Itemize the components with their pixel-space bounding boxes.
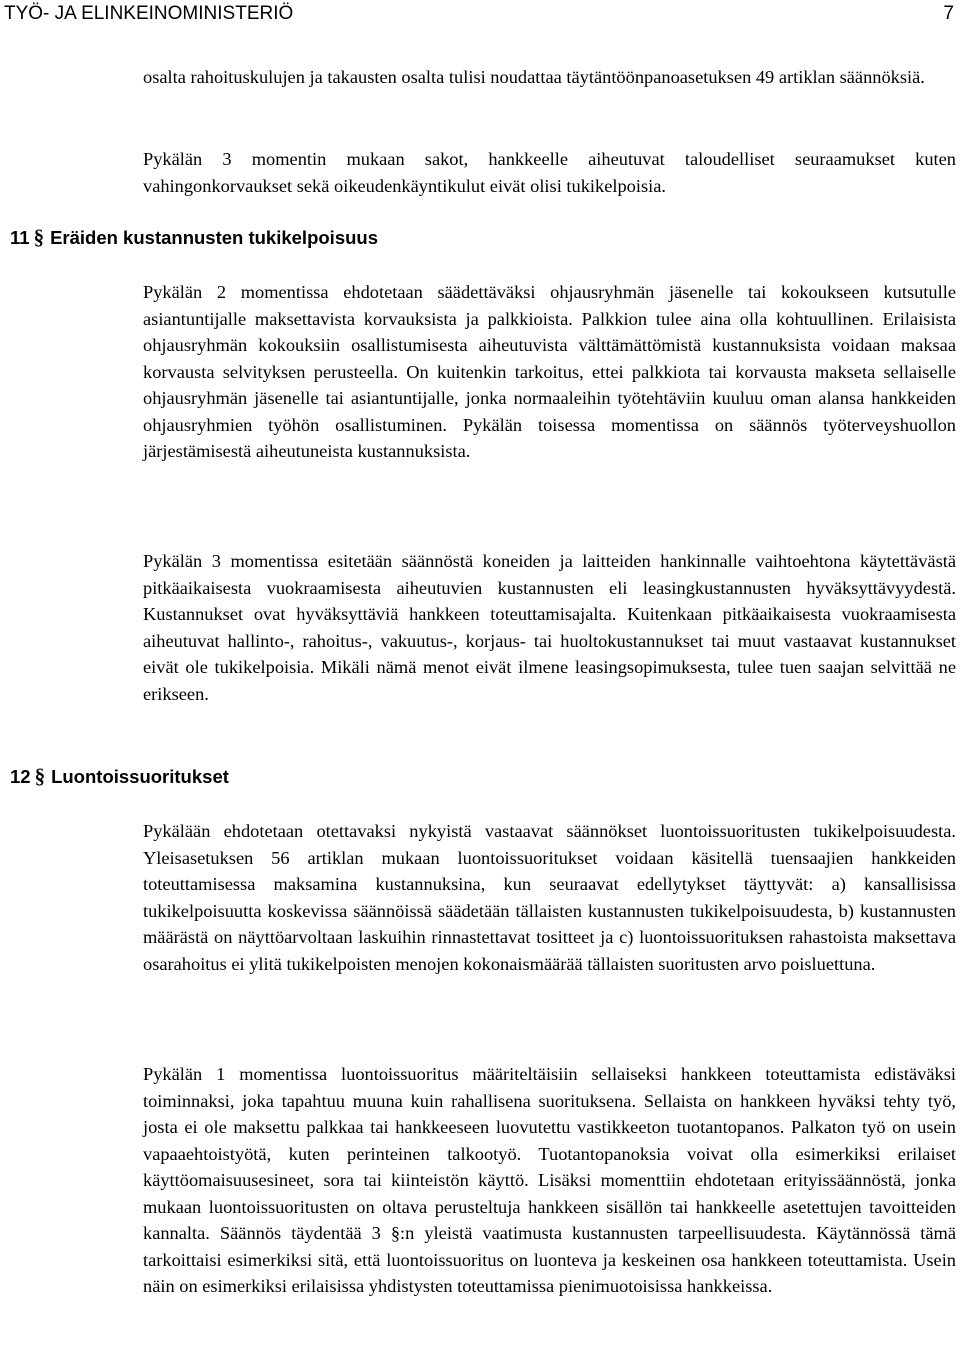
section-heading-12 [10,764,229,789]
paragraph-ohjausryhma: Pykälän 2 momentissa ehdotetaan säädettäväksi ohjausryhmän jäsenelle tai kokoukseen kutsutulle asiantuntijalle maksettavista korvauksista ja palkkioista. Palkkion tulee aina olla kohtuullinen. Erilaisista ohjausryhmän kokouksiin osallistumisesta aiheutuvista välttämättömistä kustannuksista voidaan maksaa korvausta selvityksen perusteella. On kuitenkin tarkoitus, ettei palkkiota tai korvausta makseta sellaiselle ohjausryhmän jäsenelle tai asiantuntijalle, jonka normaaleihin työtehtäviin kuuluu oman alansa hankkeiden ohjausryhmien työhön osallistuminen. Pykälän toisessa momentissa on säännös työterveyshuollon järjestämisestä aiheutuneista kustannuksista. [143,282,956,461]
paragraph-leasing: Pykälän 3 momentissa esitetään säännöstä koneiden ja laitteiden hankinnalle vaihtoehtona käytettävästä pitkäaikaisesta vuokraamisesta aiheutuvien kustannusten eli leasingkustannusten hyväksyttävyydestä. Kustannukset ovat hyväksyttäviä hankkeen toteuttamisajalta. Kuitenkaan pitkäaikaisesta vuokraamisesta aiheutuvat hallinto-, rahoitus-, vakuutus-, korjaus- tai huoltokustannukset tai muut vastaavat kustannukset eivät ole tukikelpoisia. Mikäli nämä menot eivät ilmene leasingsopimuksesta, tulee tuen saajan selvittää ne erikseen. [143,551,956,704]
section-symbol: § [34,764,46,788]
paragraph-luontoissuoritukset-tukikelpoisuus: Pykälään ehdotetaan otettavaksi nykyistä vastaavat säännökset luontoissuoritusten tukikelpoisuudesta. Yleisasetuksen 56 artiklan mukaan luontoissuoritukset voidaan käsitellä tuensaajien hankkeiden toteuttamisessa maksamina kustannuksina, kun seuraavat edellytykset täyttyvät: a) kansallisissa tukikelpoisuutta koskevissa säännöissä säädetään tällaisten kustannusten tukikelpoisuudesta, b) kustannusten määrästä on näyttöarvoltaan laskuihin rinnastettavat tositteet ja c) luontoissuorituksen rahastoista maksettava osarahoitus ei ylitä tukikelpoisten menojen kokonaismäärää tällaisten suoritusten arvo poisluettuna. [143,821,956,974]
section-symbol: § [33,225,45,249]
section-title: Luontoissuoritukset [51,766,229,787]
paragraph-sakot: Pykälän 3 momentin mukaan sakot, hankkeelle aiheutuvat taloudelliset seuraamukset kuten vahingonkorvaukset sekä oikeudenkäyntikulut eivät olisi tukikelpoisia. [143,149,956,196]
section-number: 12 [10,766,31,787]
page-header [4,0,954,32]
paragraph-rahoituskulut: osalta rahoituskulujen ja takausten osalta tulisi noudattaa täytäntöönpanoasetuksen 49 artiklan säännöksiä. [143,67,925,87]
section-title: Eräiden kustannusten tukikelpoisuus [50,227,378,248]
ministry-title: TYÖ- JA ELINKEINOMINISTERIÖ [4,3,294,24]
section-number: 11 [10,227,30,248]
page-number: 7 [943,3,954,24]
paragraph-luontoissuoritus-maaritelma: Pykälän 1 momentissa luontoissuoritus määriteltäisiin sellaiseksi hankkeen toteuttamista edistäväksi toiminnaksi, joka tapahtuu muuna kuin rahallisena suorituksena. Sellaista on hankkeen hyväksi tehty työ, josta ei ole maksettu palkkaa tai hankkeeseen luovutettu vastikkeeton tuotantopanos. Palkaton työ on usein vapaaehtoistyötä, kuten perinteinen talkootyö. Tuotantopanoksia voivat olla esimerkiksi erilaiset käyttöomaisuusesineet, sora tai kiinteistön käyttö. Lisäksi momenttiin ehdotetaan erityissäännöstä, jonka mukaan luontoissuoritusten on oltava perusteltuja hankkeen sisällön tai hankkeelle asetettujen tavoitteiden kannalta. Säännös täydentää 3 §:n yleistä vaatimusta kustannusten tarpeellisuudesta. Käytännössä tämä tarkoittaisi esimerkiksi sitä, että luontoissuoritus on luonteva ja keskeinen osa hankkeen toteuttamista. Usein näin on esimerkiksi erilaisissa yhdistysten toteuttamissa pienimuotoisissa hankkeissa. [143,1064,956,1296]
section-heading-11 [10,225,378,250]
